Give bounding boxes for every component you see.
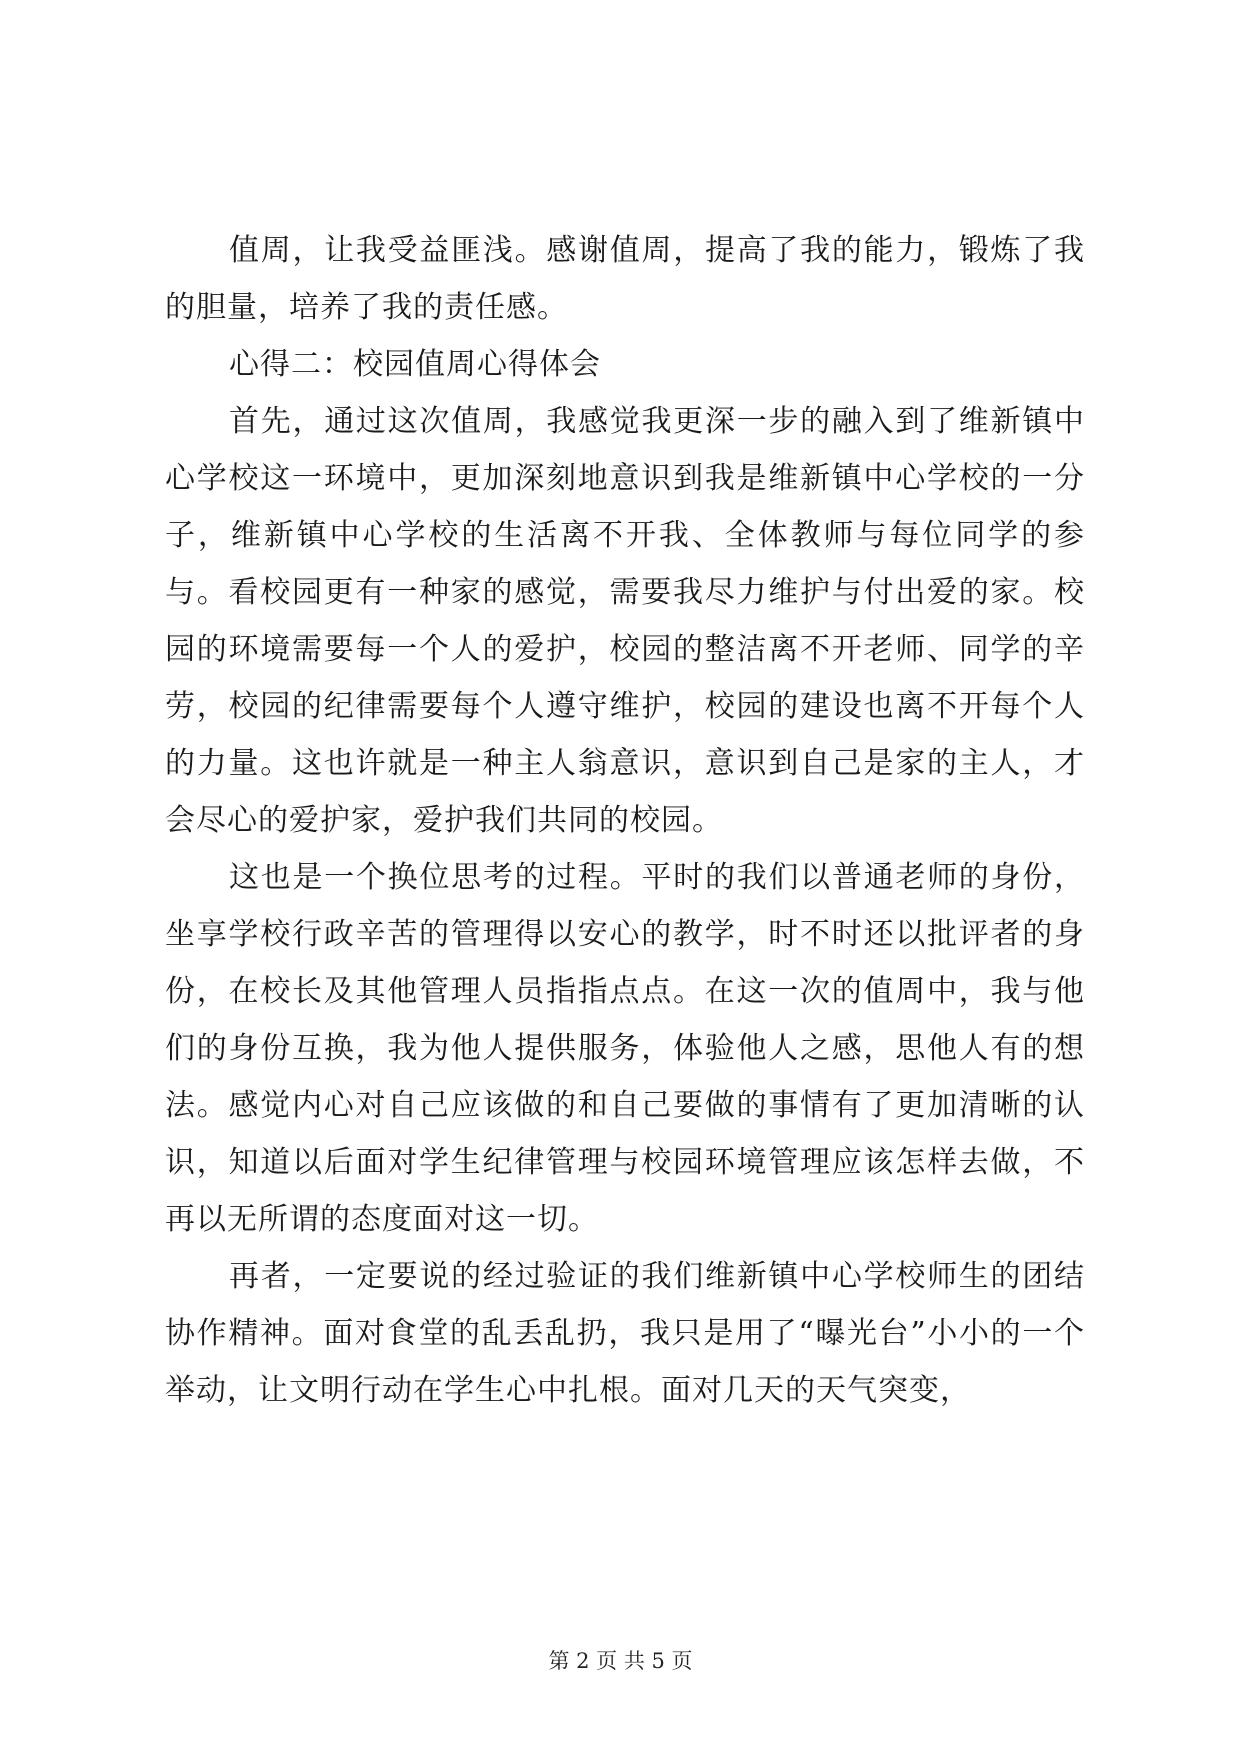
paragraph-first: 首先，通过这次值周，我感觉我更深一步的融入到了维新镇中心学校这一环境中，更加深刻地意识到我是维新镇中心学校的一分子，维新镇中心学校的生活离不开我、全体教师与每位同学的参与。看校园更有一种家的感觉，需要我尽力维护与付出爱的家。校园的环境需要每一个人的爱护，校园的整洁离不开老师、同学的辛劳，校园的纪律需要每个人遵守维护，校园的建设也离不开每个人的力量。这也许就是一种主人翁意识，意识到自己是家的主人，才会尽心的爱护家，爱护我们共同的校园。 xyxy=(165,404,1085,838)
paragraph-perspective: 这也是一个换位思考的过程。平时的我们以普通老师的身份，坐享学校行政辛苦的管理得以安心的教学，时不时还以批评者的身份，在校长及其他管理人员指指点点。在这一次的值周中，我与他们的身份互换，我为他人提供服务，体验他人之感，思他人有的想法。感觉内心对自己应该做的和自己要做的事情有了更加清晰的认识，知道以后面对学生纪律管理与校园环境管理应该怎样去做，不再以无所谓的态度面对这一切。 xyxy=(165,860,1085,1237)
section-heading: 心得二：校园值周心得体会 xyxy=(229,347,601,382)
page-number-footer: 第 2 页 共 5 页 xyxy=(548,1649,693,1673)
document-body xyxy=(165,222,1085,1419)
paragraph-teamwork: 再者，一定要说的经过验证的我们维新镇中心学校师生的团结协作精神。面对食堂的乱丢乱扔，我只是用了“曝光台”小小的一个举动，让文明行动在学生心中扎根。面对几天的天气突变， xyxy=(165,1259,1085,1408)
paragraph-continuation: 值周，让我受益匪浅。感谢值周，提高了我的能力，锻炼了我的胆量，培养了我的责任感。 xyxy=(165,233,1085,325)
